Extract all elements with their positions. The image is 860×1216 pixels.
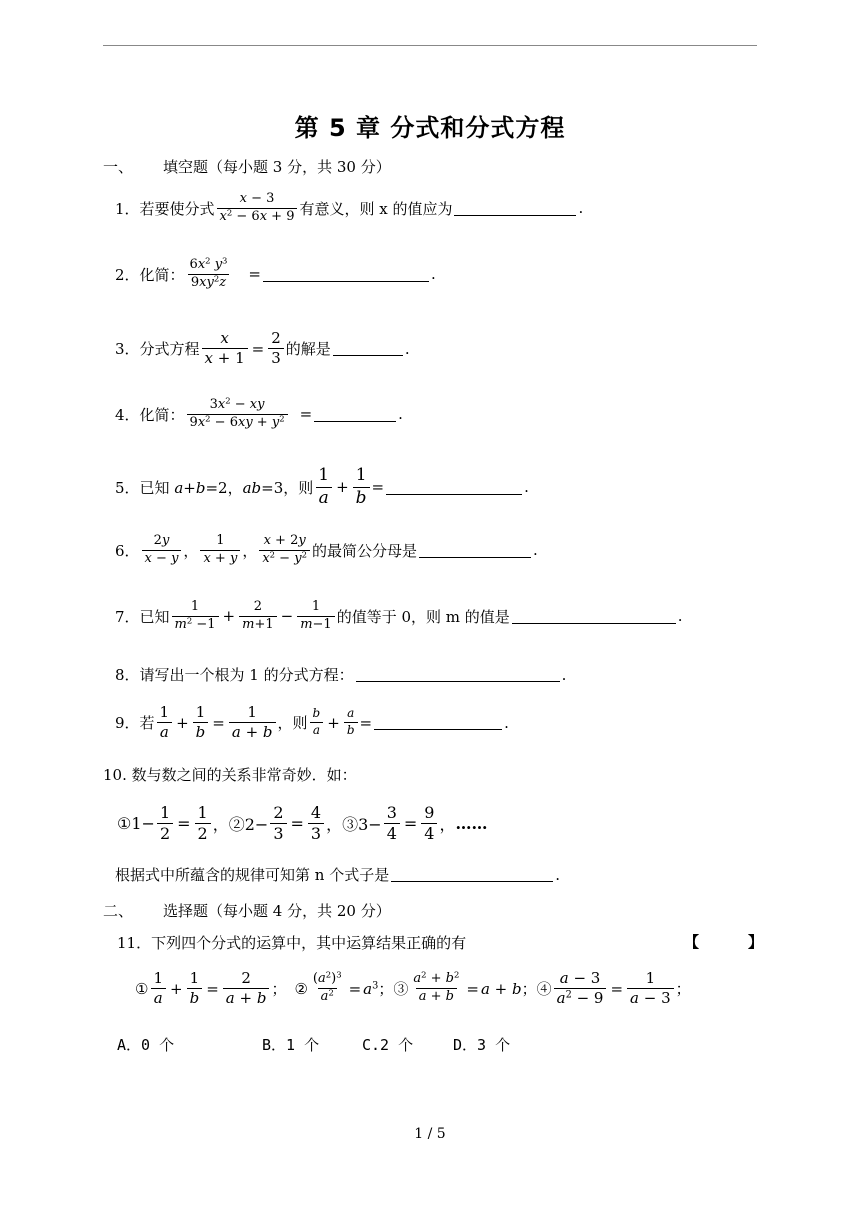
question-8	[115, 664, 566, 685]
q2-equals: =	[248, 265, 261, 284]
q2-label: 2．化简：	[115, 265, 185, 284]
q11-option-d[interactable]: D．3 个	[453, 1036, 511, 1054]
q2-end: .	[431, 265, 436, 284]
q2-numerator: $6x^2$ $y^3$	[189, 255, 228, 272]
q1-end: .	[578, 199, 584, 218]
q2-answer-blank[interactable]	[263, 267, 429, 282]
q7-fraction-1: $\frac{1}{m^2 -1}$	[172, 600, 219, 633]
q8-answer-blank[interactable]	[356, 667, 560, 682]
section-1-number: 一、	[103, 158, 134, 176]
q4-end: .	[398, 405, 403, 424]
q3-end: .	[404, 339, 410, 358]
q10-dots: ……	[455, 814, 488, 834]
question-6: 6． $\frac{2y}{x - y}$ ， $\frac{1}{x + y}$ ， $\frac{x + 2y}{x^2 - y^2}$ 的最简公分母是 .	[115, 533, 538, 566]
q10-question-line	[115, 864, 560, 885]
q7-fraction-3: $\frac{1}{m-1}$	[297, 600, 335, 633]
question-7: 7．已知 $\frac{1}{m^2 -1}$ + $\frac{2}{m+1}$ − $\frac{1}{m-1}$ 的值等于 0，则 m 的值是 .	[115, 599, 683, 632]
section-2-number: 二、	[103, 902, 134, 920]
q6-answer-blank[interactable]	[419, 543, 531, 558]
q11-option-a[interactable]: A．0 个	[117, 1036, 175, 1054]
q9-fraction-1b: $\frac{1}{b}$	[193, 704, 209, 742]
q9-fraction-1a: $\frac{1}{a}$	[157, 704, 173, 742]
q3-label: 3．分式方程	[115, 340, 200, 359]
q10-label: 10. 数与数之间的关系非常奇妙．如：	[103, 766, 357, 784]
q9-end: .	[504, 713, 509, 732]
q5-label: 5．已知 a+b=2，ab=3，则	[115, 478, 314, 497]
q9-answer-blank[interactable]	[374, 715, 502, 730]
q3-tail: 的解是	[285, 340, 331, 359]
q11-bracket-right: 】	[748, 933, 764, 951]
q6-label: 6．	[115, 541, 140, 560]
q6-tail: 的最简公分母是	[311, 541, 417, 560]
q8-label: 8．请写出一个根为 1 的分式方程：	[115, 666, 354, 684]
q2-denominator: $9xy^2z$	[188, 274, 229, 291]
q11-statements: ① $\frac{1}{a}$ + $\frac{1}{b}$ = $\frac{2}{a + b}$ ； ② $\frac{(a^2)^3}{a^2}$ = $a^3$；③ $\frac{a^2 + b^2}{a + b}$ = a + b；④ $\frac{a - 3}{a^2 - 9}$ = $\frac{1}{a - 3}$ ；	[135, 969, 691, 1008]
question-4	[115, 395, 403, 431]
q1-denominator: $x^2 - 6x + 9$	[217, 208, 298, 225]
q6-fraction-1: $\frac{2y}{x - y}$	[142, 534, 182, 567]
section-2-heading: 选择题（每小题 4 分，共 20 分）	[163, 902, 391, 920]
q9-fraction-ab: $\frac{a}{b}$	[344, 707, 358, 738]
q6-fraction-2: $\frac{1}{x + y}$	[200, 534, 240, 567]
q9-mid: ，则	[277, 714, 308, 733]
q1-label: 1．若要使分式	[115, 199, 215, 218]
header-rule	[103, 45, 757, 46]
q4-equals: =	[299, 405, 313, 424]
q4-answer-blank[interactable]	[314, 407, 396, 422]
q6-fraction-3: $\frac{x + 2y}{x^2 - y^2}$	[259, 534, 310, 567]
q2-fraction	[187, 255, 231, 291]
q5-fraction-1b: $\frac{1}{b}$	[353, 466, 370, 508]
q11-label: 11．下列四个分式的运算中，其中运算结果正确的有	[117, 934, 467, 952]
q3-fraction-right: $\frac{2}{3}$	[268, 330, 284, 368]
page-number: 1 / 5	[414, 1126, 446, 1142]
q1-numerator: x − 3	[239, 191, 275, 206]
q7-label: 7．已知	[115, 607, 170, 626]
q10-end: .	[555, 865, 560, 884]
q3-equals: =	[251, 339, 265, 358]
q10-pattern: ①1− $\frac{1}{2}$ = $\frac{1}{2}$ ，②2− $\frac{2}{3}$ = $\frac{4}{3}$ ，③3− $\frac{3}{4}$ = $\frac{9}{4}$ ， ……	[117, 803, 488, 844]
q1-answer-blank[interactable]	[454, 201, 576, 216]
q3-answer-blank[interactable]	[333, 341, 403, 356]
q5-answer-blank[interactable]	[386, 480, 522, 495]
question-2	[115, 255, 436, 291]
q10-line: 根据式中所蕴含的规律可知第 n 个式子是	[115, 866, 390, 884]
question-9: 9．若 $\frac{1}{a}$ + $\frac{1}{b}$ = $\frac{1}{a + b}$ ，则 $\frac{b}{a}$ + $\frac{a}{b}$ = .	[115, 703, 509, 742]
q7-end: .	[677, 607, 683, 626]
page-title: 第 5 章 分式和分式方程	[294, 114, 566, 142]
q11-option-b[interactable]: B．1 个	[262, 1036, 320, 1054]
section-1-heading: 填空题（每小题 3 分，共 30 分）	[163, 158, 391, 176]
q5-equals: =	[371, 478, 385, 497]
q11-option-c[interactable]: C.2 个	[362, 1036, 414, 1054]
question-5: 5．已知 a+b=2，ab=3，则 $\frac{1}{a}$ + $\frac{1}{b}$ = .	[115, 465, 529, 508]
q9-fraction-sum: $\frac{1}{a + b}$	[229, 704, 276, 742]
q3-fraction-left: $\frac{x}{x + 1}$	[202, 330, 248, 368]
q1-tail: 有意义，则 x 的值应为	[299, 199, 453, 218]
q9-fraction-ba: $\frac{b}{a}$	[310, 707, 324, 738]
q1-fraction	[217, 192, 298, 225]
q4-fraction: $\frac{3x^2 - xy}{9x^2 - 6xy + y^2}$	[187, 398, 288, 431]
q7-answer-blank[interactable]	[512, 609, 676, 624]
q10-answer-blank[interactable]	[391, 867, 553, 882]
q7-fraction-2: $\frac{2}{m+1}$	[239, 600, 277, 633]
q8-end: .	[561, 665, 567, 684]
q5-end: .	[524, 478, 529, 497]
q11-bracket-left: 【	[684, 933, 700, 951]
q7-tail: 的值等于 0，则 m 的值是	[336, 607, 510, 626]
q5-fraction-1a: $\frac{1}{a}$	[315, 466, 332, 508]
question-1	[115, 192, 583, 225]
q6-end: .	[532, 541, 538, 560]
q4-label: 4．化简：	[115, 405, 185, 424]
question-3	[115, 330, 410, 368]
q9-label: 9．若	[115, 714, 155, 733]
